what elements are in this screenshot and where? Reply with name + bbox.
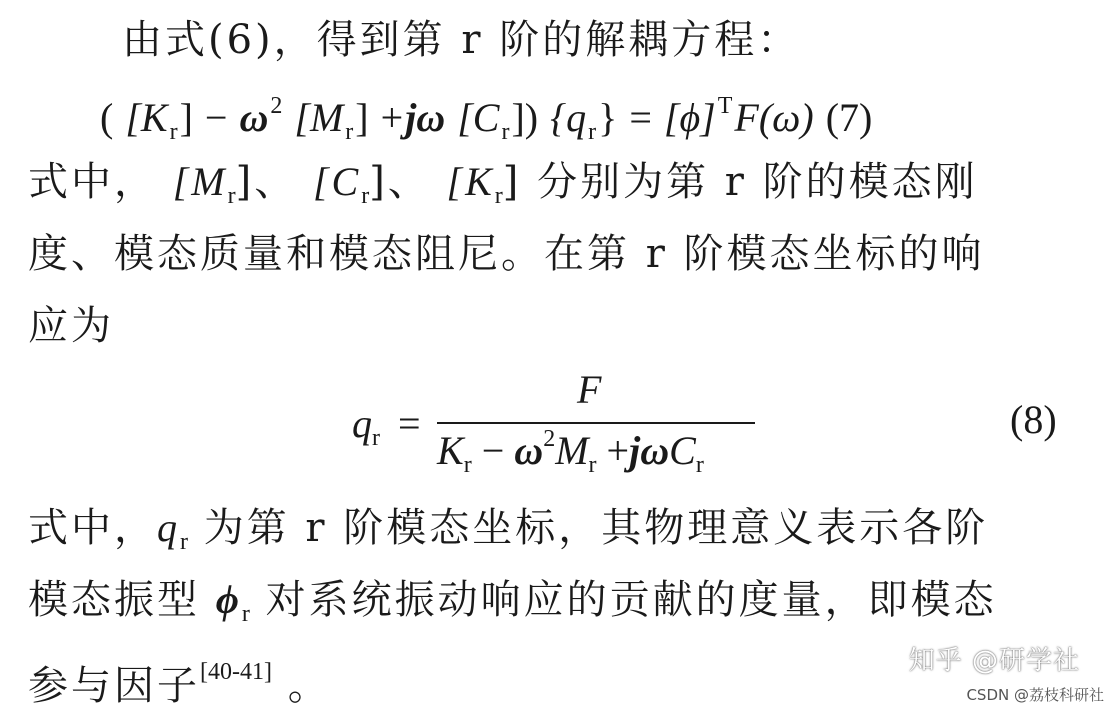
where-C-sub: r bbox=[361, 183, 370, 209]
eq7-K-sub: r bbox=[169, 119, 178, 145]
eq7-C-sub: r bbox=[501, 119, 510, 145]
text-line-qr-2 bbox=[28, 568, 1088, 632]
eq7-transpose: T bbox=[717, 93, 733, 119]
where-M: [M bbox=[172, 159, 228, 204]
eq7-number: (7) bbox=[825, 95, 873, 140]
eq7-M: [M bbox=[294, 95, 344, 140]
where-line3: 应为 bbox=[28, 303, 114, 349]
where-sep1: ]、 bbox=[235, 159, 298, 205]
eq7-K: [K bbox=[125, 95, 168, 140]
eq7-bracket2: ] bbox=[355, 95, 369, 140]
text-line-intro bbox=[122, 8, 1118, 72]
eq7-omega: ω bbox=[239, 95, 269, 140]
equation-8 bbox=[352, 367, 772, 482]
qr-q-sub: r bbox=[180, 529, 188, 555]
eq8-den-jw: jω bbox=[629, 428, 670, 473]
eq8-q: q bbox=[352, 401, 372, 446]
qr-line3-end: 。 bbox=[271, 663, 331, 709]
eq7-minus: − bbox=[204, 95, 228, 140]
text-line-where-3 bbox=[28, 294, 1088, 358]
where-rest: ] 分别为第 r 阶的模态刚 bbox=[502, 159, 978, 205]
where-K: [K bbox=[446, 159, 495, 204]
eq8-den-C: C bbox=[669, 428, 696, 473]
eq8-den-K: K bbox=[437, 428, 464, 473]
eq7-bracket1: ] bbox=[179, 95, 193, 140]
eq8-den-M: M bbox=[555, 428, 589, 473]
eq8-denominator bbox=[437, 426, 704, 479]
qr-line2-prefix: 模态振型 bbox=[28, 577, 216, 623]
eq7-q-sub: r bbox=[588, 119, 597, 145]
qr-line3-prefix: 参与因子 bbox=[28, 663, 200, 709]
eq7-plus: + bbox=[380, 95, 404, 140]
eq7-q: {q bbox=[550, 95, 587, 140]
qr-phi: ϕ bbox=[215, 577, 242, 622]
qr-phi-sub: r bbox=[241, 601, 250, 627]
eq7-open-paren: ( bbox=[100, 95, 114, 140]
qr-rest: 为第 r 阶模态坐标，其物理意义表示各阶 bbox=[188, 505, 989, 551]
text-line-where-1 bbox=[28, 150, 1088, 214]
where-line2: 度、模态质量和模态阻尼。在第 r 阶模态坐标的响 bbox=[28, 231, 985, 277]
eq7-jw: jω bbox=[405, 95, 446, 140]
eq8-den-C-sub: r bbox=[695, 452, 704, 478]
eq7-brace: } bbox=[598, 95, 618, 140]
eq8-den-plus: + bbox=[606, 428, 630, 473]
eq7-F: F(ω) bbox=[734, 95, 814, 140]
eq8-den-K-sub: r bbox=[463, 452, 472, 478]
eq8-numerator bbox=[577, 366, 601, 413]
eq7-bracket3: ]) bbox=[511, 95, 539, 140]
csdn-watermark: CSDN @荔枝科研社 bbox=[966, 686, 1104, 704]
fraction-bar bbox=[437, 422, 755, 424]
qr-q: q bbox=[157, 505, 180, 550]
eq8-den-M-sub: r bbox=[588, 452, 597, 478]
eq8-equals: = bbox=[398, 401, 421, 446]
equation-7 bbox=[100, 74, 1090, 145]
citation-ref: [40-41] bbox=[200, 659, 272, 685]
intro-text: 由式(6)，得到第 r 阶的解耦方程： bbox=[122, 17, 801, 63]
eq8-lhs bbox=[352, 400, 421, 452]
eq8-den-omega: ω bbox=[514, 428, 544, 473]
where-C: [C bbox=[312, 159, 362, 204]
eq7-C: [C bbox=[457, 95, 500, 140]
eq8-q-sub: r bbox=[372, 425, 380, 451]
eq7-omega-sup: 2 bbox=[270, 93, 283, 119]
qr-prefix: 式中， bbox=[28, 505, 157, 551]
eq8-F: F bbox=[577, 367, 602, 412]
eq8-den-minus: − bbox=[481, 428, 505, 473]
where-K-sub: r bbox=[494, 183, 503, 209]
text-line-where-2 bbox=[28, 222, 1088, 286]
where-M-sub: r bbox=[227, 183, 236, 209]
qr-line2-rest: 对系统振动响应的贡献的度量，即模态 bbox=[249, 577, 997, 623]
where-sep2: ]、 bbox=[369, 159, 431, 205]
eq7-M-sub: r bbox=[345, 119, 354, 145]
eq7-phi: [ϕ] bbox=[663, 95, 716, 140]
zhihu-watermark: 知乎 @研学社 bbox=[908, 646, 1080, 676]
eq8-number: (8) bbox=[1010, 397, 1057, 442]
eq7-equals: = bbox=[629, 95, 652, 140]
text-line-qr-1 bbox=[28, 496, 1088, 560]
where-prefix: 式中， bbox=[28, 159, 157, 205]
eq8-den-omega-sup: 2 bbox=[543, 426, 556, 452]
